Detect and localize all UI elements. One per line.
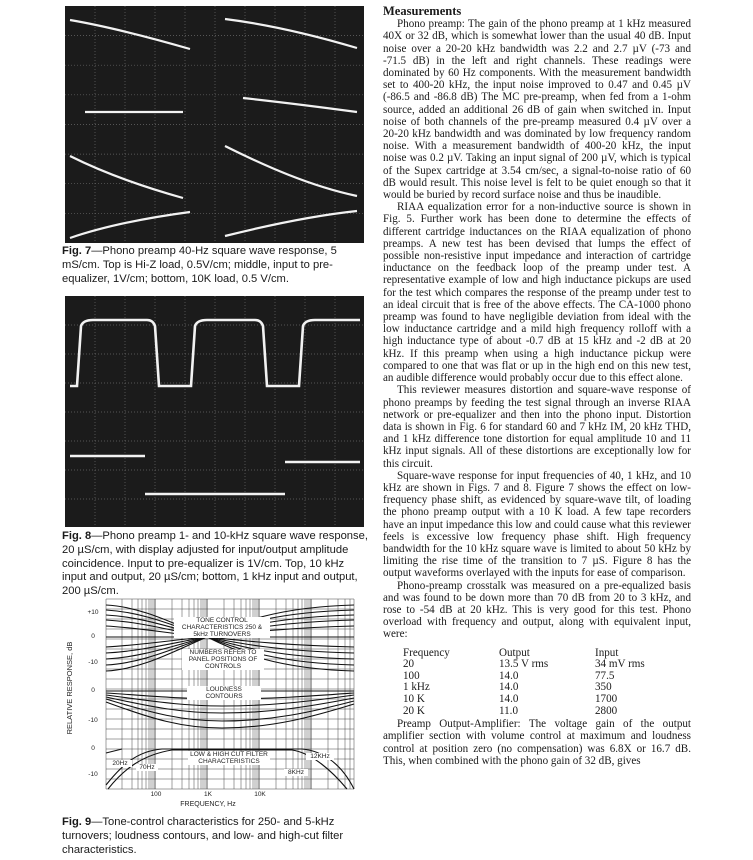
paragraph: Phono-preamp crosstalk was measured on a pre-equalized basis and was found to be down more than 70 dB from 20 to 3 kHz, and rose to -54 dB at 20 kHz. This is very good for this test. Phono overload with frequency and output, along with equivalent input, were: xyxy=(383,579,691,641)
table-cell: 34 mV rms xyxy=(595,658,645,671)
table-cell: 20 xyxy=(403,658,415,671)
table-cell: 350 xyxy=(595,681,612,694)
fig9-ytick: -10 xyxy=(88,771,98,778)
fig9-xtick: 100 xyxy=(150,791,162,798)
table-row xyxy=(403,659,655,671)
paragraph: This reviewer measures distortion and square-wave response of phono preamps by feeding the test signal through an inverse RIAA network or pre-equalizer and then into the phono input. Distortion data is shown in Fig. 6 for standard 60 and 7 kHz IM, 20 kHz THD, and 1 kHz difference tone distortion for equal amplitude 10 and 11 kHz input signals. All of these distortions are exceptionally low for this circuit. xyxy=(383,384,691,470)
fig9-xtick: 1K xyxy=(204,791,212,798)
fig9-response-graph xyxy=(62,593,372,816)
fig7-scope-photo xyxy=(65,6,364,243)
fig9-ytick: 0 xyxy=(91,633,95,640)
table-cell: 13.5 V rms xyxy=(499,658,549,671)
table-cell: 14.0 xyxy=(499,669,519,682)
fig9-ytick: 0 xyxy=(91,687,95,694)
paragraph: Square-wave response for input frequencies of 40, 1 kHz, and 10 kHz are shown in Figs. 7 and 8. Figure 7 shows the effect on low-frequency phase shift, as evidenced by square-wave tilt, of loading the phono preamp output with a 10 K load. A few tape recorders have an input impedance this low and could cause what this reviewer feels is excessive low frequency phase shift. High frequency bandwidth for the 10 kHz square wave is limited to about 50 kHz by limiting the rise time of the transition to 7 µS. Figure 8 has the output waveforms overlayed with the inputs for ease of comparison. xyxy=(383,469,691,580)
table-cell: 10 K xyxy=(403,692,425,705)
section-heading: Measurements xyxy=(383,4,462,18)
fig9-caption: Fig. 9—Tone-control characteristics for 250- and 5-kHz turnovers; loudness contours, and low- and high-cut filter characteristics. xyxy=(62,816,344,856)
fig9-xlabel: FREQUENCY, Hz xyxy=(180,801,236,808)
fig7-scope-trace xyxy=(65,6,364,243)
fig9-xtick: 10K xyxy=(254,791,266,798)
table-cell: 1 kHz xyxy=(403,681,430,694)
fig7-caption: Fig. 7—Phono preamp 40-Hz square wave response, 5 mS/cm. Top is Hi-Z load, 0.5V/cm; middle, input to pre-equalizer, 1V/cm; bottom, 10K load, 0.5 V/cm. xyxy=(62,245,337,285)
fig9-label-8khz: 8KHz xyxy=(284,769,308,776)
paragraph: Phono preamp: The gain of the phono preamp at 1 kHz measured 40X or 32 dB, which is somewhat lower than the usual 40 dB. Input noise over a 20-20 kHz bandwidth was 2.2 and 2.7 µV (-73 and -71.5 dB) in the left and right channels. These readings were dominated by 60 Hz components. With the measurement bandwidth set to 400-20 kHz, the input noise improved to 0.47 and 0.45 µV (-86.5 and -86.8 dB) The MC pre-preamp, when fed from a 1-ohm source, added an additional 26 dB of gain when switched in. Input noise of both channels of the pre-preamp measured 0.4 µV over a 20-20 kHz bandwidth and was dominated by low frequency random noise. With a measurement bandwidth of 400-20 kHz, the input noise was 0.2 µV. Taking an input signal of 200 µV, which is typical of the Supex cartridge at 3.54 cm/sec, a signal-to-noise ratio of 60 dB would result. This noise level is felt to be quiet enough so that it would be buried by record surface noise and thus be inaudible. xyxy=(383,18,691,202)
table-cell: 100 xyxy=(403,669,420,682)
fig9-ytick: 0 xyxy=(91,745,95,752)
table-cell: 11.0 xyxy=(499,704,519,717)
table-header: Frequency xyxy=(403,646,450,659)
paragraph: RIAA equalization error for a non-inductive source is shown in Fig. 5. Further work has been done to determine the effects of different cartridge inductances on the RIAA equalization of phono preamps. A new test has been devised that lumps the effect of possible non-resistive input impedance and interaction of cartridge inductance on the feedback loop of the preamp under test. A representative example of low and high inductance pickups are used for the test which compares the response of the preamp under test to an ideal circuit that is free of the above effects. The CA-1000 phono preamp was found to have negligible deviation from ideal with the low inductance cartridge and a mild high frequency rolloff with a high inductance type of about -0.7 dB at 15 kHz and -2 dB at 20 kHz. If this preamp when using a high inductance pickup were compared to one that was flat or up in the high end on this new test, an audible difference would probably occur due to this effect alone. xyxy=(383,201,691,385)
fig9-ytick: -10 xyxy=(88,659,98,666)
fig9-label-20hz: 20Hz xyxy=(108,760,132,767)
fig9-label-numbers: NUMBERS REFER TO PANEL POSITIONS OF CONTROLS xyxy=(182,649,264,670)
article-column xyxy=(383,5,691,767)
fig9-label-tone: TONE CONTROL CHARACTERISTICS 250 & 5kHz TURNOVERS xyxy=(174,617,270,638)
fig9-label-12khz: 12KHz xyxy=(306,753,334,760)
fig8-scope-trace xyxy=(65,296,364,527)
fig9-ytick: +10 xyxy=(87,609,99,616)
table-row xyxy=(403,706,655,718)
fig8-caption: Fig. 8—Phono preamp 1- and 10-kHz square wave response, 20 µS/cm, with display adjusted for input/output amplitude coincidence. Input to pre-equalizer is 1V/cm. Top, 10 kHz input and output, 20 µS/cm; bottom, 1 kHz input and output, 200 µS/cm. xyxy=(62,530,368,598)
fig9-label-70hz: 70Hz xyxy=(136,764,158,771)
table-row xyxy=(403,694,655,706)
overload-table xyxy=(403,648,655,718)
table-cell: 14.0 xyxy=(499,681,519,694)
table-cell: 77.5 xyxy=(595,669,615,682)
table-header: Input xyxy=(595,646,619,659)
table-cell: 2800 xyxy=(595,704,618,717)
table-cell: 14.0 xyxy=(499,692,519,705)
fig9-ytick: -10 xyxy=(88,717,98,724)
fig8-scope-photo xyxy=(65,296,364,527)
fig9-ylabel: RELATIVE RESPONSE, dB xyxy=(65,641,74,735)
fig9-label-filter: LOW & HIGH CUT FILTER CHARACTERISTICS xyxy=(188,751,270,765)
fig9-label-loudness: LOUDNESS CONTOURS xyxy=(187,686,261,700)
table-cell: 20 K xyxy=(403,704,425,717)
table-row xyxy=(403,671,655,683)
paragraph: Preamp Output-Amplifier: The voltage gain of the output amplifier section with volume control at maximum and loudness control at position zero (no compensation) was 6.8X or 16.7 dB. This, when combined with the phono gain of 32 dB, gives xyxy=(383,718,691,767)
table-cell: 1700 xyxy=(595,692,618,705)
table-row xyxy=(403,682,655,694)
table-header: Output xyxy=(499,646,530,659)
